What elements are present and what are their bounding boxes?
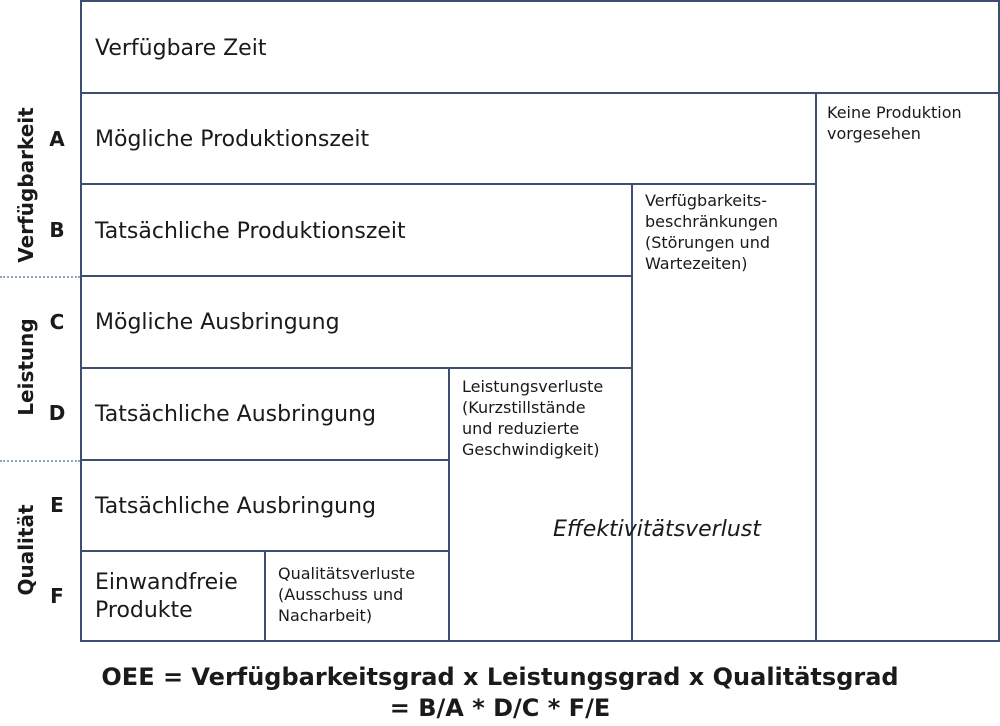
row-letter-c: C [49,310,65,334]
row-b [80,183,633,277]
row-letter-b: B [49,218,65,242]
verf-line4: Wartezeiten) [645,254,748,273]
formula-line2: = B/A * D/C * F/E [389,694,611,722]
qual-line3: Nacharbeit) [278,606,373,625]
row-e [80,459,450,552]
verf-line3: (Störungen und [645,233,770,252]
row-letter-a: A [49,127,65,151]
row-d-label: Tatsächliche Ausbringung [95,402,377,427]
group-label-verfuegbarkeit: Verfügbarkeit [14,107,38,263]
group-divider-2 [0,460,80,462]
row-f [80,550,266,642]
leist-line1: Leistungsverluste [462,377,604,396]
group-label-leistung: Leistung [14,318,38,416]
box-qualitaetsverluste [264,550,450,642]
row-letter-d: D [48,401,66,425]
leist-line4: Geschwindigkeit) [462,440,600,459]
row-e-label: Tatsächliche Ausbringung [95,494,377,519]
row-a-label: Mögliche Produktionszeit [95,127,370,152]
qual-line2: (Ausschuss und [278,585,404,604]
qual-line1: Qualitätsverluste [278,564,416,583]
row-a [80,92,817,185]
row-d [80,367,450,461]
group-label-qualitaet: Qualität [14,504,38,596]
leist-line3: und reduzierte [462,419,580,438]
row-letter-f: F [50,584,64,608]
keine-produktion-line1: Keine Produktion [827,103,962,122]
verf-line2: beschränkungen [645,212,778,231]
box-keine-produktion [815,92,1000,642]
verf-line1: Verfügbarkeits- [645,191,767,210]
formula-line1: OEE = Verfügbarkeitsgrad x Leistungsgrad x Qualitätsgrad [101,663,899,691]
keine-produktion-line2: vorgesehen [827,124,921,143]
box-verfuegbarkeitsbeschraenkungen [631,183,817,642]
row-c-label: Mögliche Ausbringung [95,310,340,335]
leist-line2: (Kurzstillstände [462,398,586,417]
row-f-line1: Einwandfreie [95,570,238,595]
row-verfuegbare-zeit-label: Verfügbare Zeit [95,36,267,61]
row-c [80,275,633,369]
row-f-line2: Produkte [95,598,193,623]
box-leistungsverluste [448,367,633,642]
row-letter-e: E [50,493,64,517]
group-divider-1 [0,276,80,278]
effektivitaetsverlust-label: Effektivitätsverlust [553,517,761,542]
row-b-label: Tatsächliche Produktionszeit [95,219,406,244]
row-verfuegbare-zeit [80,0,1000,94]
